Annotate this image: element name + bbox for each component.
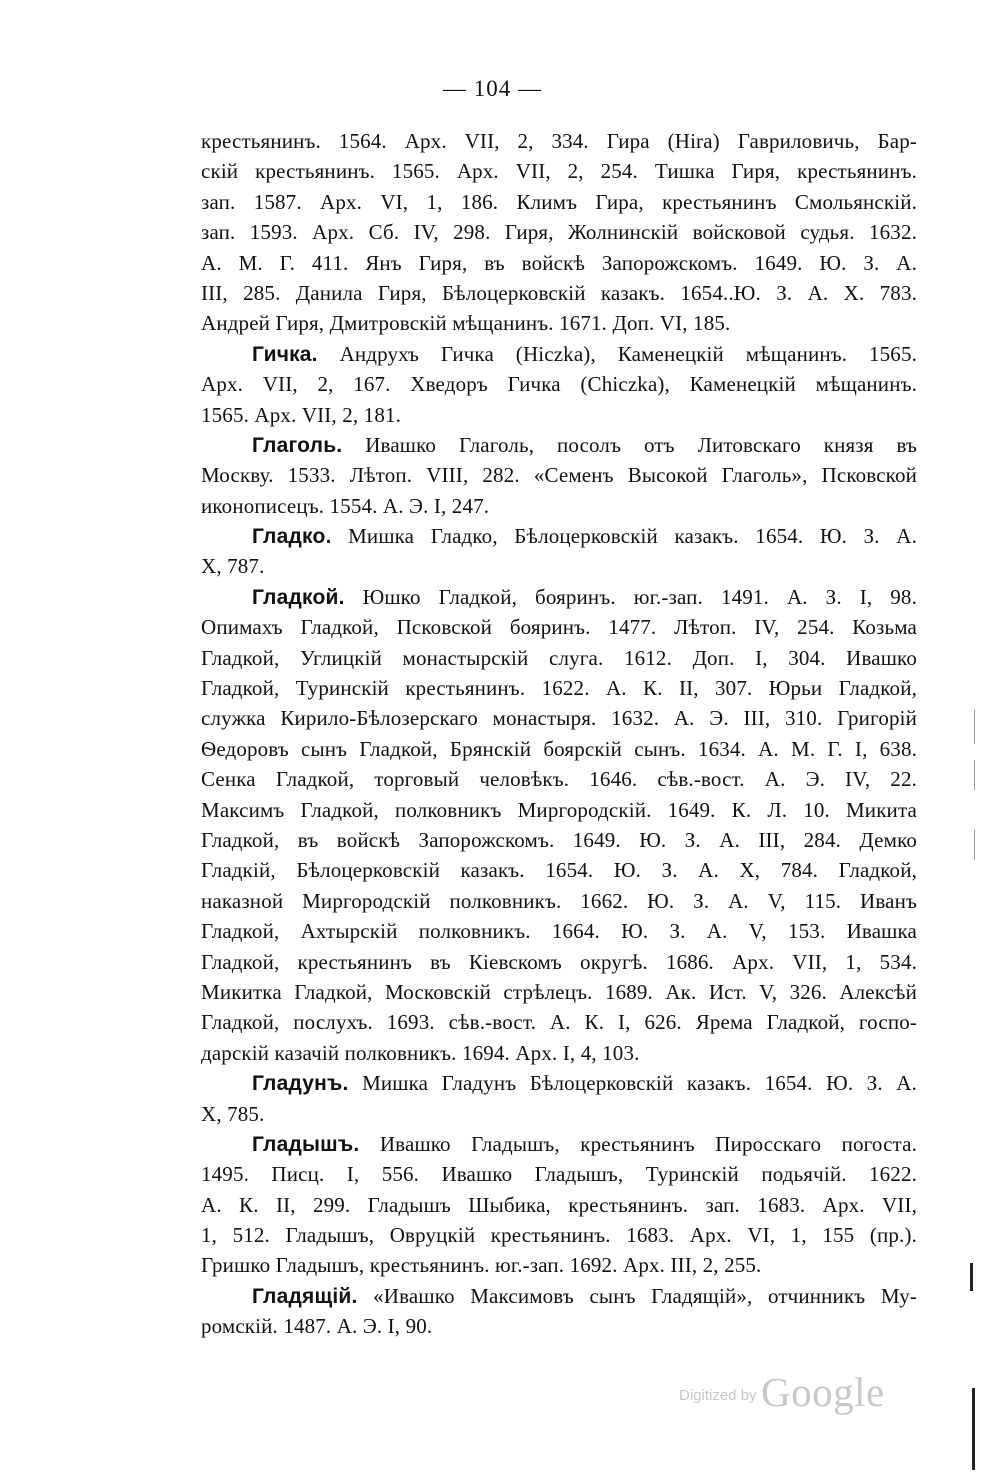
entry-line bbox=[201, 1007, 917, 1037]
entry-headword: Гладко. bbox=[252, 525, 332, 549]
entry-line bbox=[201, 1038, 917, 1068]
entry-text: Гладкой, Туринскій крестьянинъ. 1622. А. К. II, 307. Юрьи Гладкой, bbox=[201, 676, 917, 701]
entry-text: 1495. Писц. I, 556. Ивашко Гладышъ, Туринскій подьячій. 1622. bbox=[201, 1162, 917, 1187]
entry-line bbox=[201, 643, 917, 673]
entry-line bbox=[201, 673, 917, 703]
entry-first-line bbox=[201, 430, 917, 460]
entry-first-line bbox=[201, 1068, 917, 1098]
entry-line bbox=[201, 551, 917, 581]
entry-text: Ивашко Гладышъ, крестьянинъ Пиросскаго погоста. bbox=[359, 1131, 917, 1156]
watermark-brand-logo: Google bbox=[761, 1369, 885, 1415]
entry-text: Андрухъ Гичка (Hiczka), Каменецкій мѣщанинъ. 1565. bbox=[317, 341, 917, 366]
entry-text: Андрей Гиря, Дмитровскій мѣщанинъ. 1671. Доп. VI, 185. bbox=[201, 311, 731, 336]
entry-text: Гладкой, Углицкій монастырскій слуга. 1612. Доп. I, 304. Ивашко bbox=[201, 645, 917, 670]
entry-text: крестьянинъ. 1564. Арх. VII, 2, 334. Гира (Hira) Гавриловичь, Бар- bbox=[201, 129, 917, 153]
scan-edge-mark bbox=[970, 1263, 973, 1291]
entry-line bbox=[201, 156, 917, 186]
entry-line bbox=[201, 947, 917, 977]
entry-text: А. К. II, 299. Гладышъ Шыбика, крестьянинъ. зап. 1683. Арх. VII, bbox=[201, 1192, 917, 1217]
entry-line bbox=[201, 916, 917, 946]
dictionary-entries bbox=[201, 126, 917, 1342]
entry-line bbox=[201, 400, 917, 430]
scan-edge-mark bbox=[974, 830, 975, 860]
entry-text: Гладкій, Бѣлоцерковскій казакъ. 1654. Ю. З. А. X, 784. Гладкой, bbox=[201, 858, 917, 883]
entry-text: А. М. Г. 411. Янъ Гиря, въ войскѣ Запорожскомъ. 1649. Ю. З. А. bbox=[201, 250, 917, 275]
entry-headword: Глаголь. bbox=[252, 433, 343, 457]
entry-headword: Гичка. bbox=[252, 342, 318, 366]
entry-text: Мишка Гладунъ Бѣлоцерковскій казакъ. 1654. Ю. З. А. bbox=[348, 1071, 917, 1096]
entry-line bbox=[201, 612, 917, 642]
entry-first-line bbox=[201, 521, 917, 551]
page-number: — 104 — bbox=[443, 76, 542, 101]
entry-line bbox=[201, 308, 917, 338]
entry-text: 1565. Арх. VII, 2, 181. bbox=[201, 402, 402, 427]
entry-text: скій крестьянинъ. 1565. Арх. VII, 2, 254. Тишка Гиря, крестьянинъ. bbox=[201, 159, 917, 184]
entry-line bbox=[201, 278, 917, 308]
entry-line bbox=[201, 795, 917, 825]
entry-line bbox=[201, 126, 917, 156]
entry-text: Ѳедоровъ сынъ Гладкой, Брянскій боярскій сынъ. 1634. А. М. Г. I, 638. bbox=[201, 736, 917, 761]
entry-text: Москву. 1533. Лѣтоп. VIII, 282. «Семенъ Высокой Глаголь», Псковской bbox=[201, 463, 917, 488]
entry-line bbox=[201, 1159, 917, 1189]
entry-line bbox=[201, 369, 917, 399]
entry-text: Гладкой, въ войскѣ Запорожскомъ. 1649. Ю. З. А. III, 284. Демко bbox=[201, 827, 917, 852]
entry-text: наказной Миргородскій полковникъ. 1662. Ю. З. А. V, 115. Иванъ bbox=[201, 888, 917, 913]
entry-text: Гришко Гладышъ, крестьянинъ. юг.-зап. 1692. Арх. III, 2, 255. bbox=[201, 1253, 762, 1278]
entry-line bbox=[201, 855, 917, 885]
entry-text: 1, 512. Гладышъ, Овруцкій крестьянинъ. 1683. Арх. VI, 1, 155 (пр.). bbox=[201, 1223, 917, 1248]
entry-line bbox=[201, 460, 917, 490]
scan-edge-mark bbox=[972, 1388, 975, 1470]
entry-first-line bbox=[201, 582, 917, 612]
entry-text: Гладкой, крестьянинъ въ Кіевскомъ округѣ. 1686. Арх. VII, 1, 534. bbox=[201, 949, 917, 974]
entry-headword: Гладящій. bbox=[252, 1284, 358, 1308]
entry-first-line bbox=[201, 339, 917, 369]
entry-text: X, 787. bbox=[201, 554, 265, 579]
entry-text: зап. 1593. Арх. Сб. IV, 298. Гиря, Жолнинскій войсковой судья. 1632. bbox=[201, 220, 917, 245]
entry-text: Арх. VII, 2, 167. Хведоръ Гичка (Chiczka), Каменецкій мѣщанинъ. bbox=[201, 372, 917, 397]
entry-text: Ивашко Глаголь, посолъ отъ Литовскаго князя въ bbox=[342, 432, 917, 457]
entry-line bbox=[201, 187, 917, 217]
entry-line bbox=[201, 1099, 917, 1129]
entry-first-line bbox=[201, 1281, 917, 1311]
entry-text: Сенка Гладкой, торговый человѣкъ. 1646. сѣв.-вост. А. Э. IV, 22. bbox=[201, 767, 917, 792]
entry-text: III, 285. Данила Гиря, Бѣлоцерковскій казакъ. 1654..Ю. З. А. X. 783. bbox=[201, 280, 917, 305]
entry-text: Микитка Гладкой, Московскій стрѣлецъ. 1689. Ак. Ист. V, 326. Алексѣй bbox=[201, 979, 917, 1004]
entry-headword: Гладкой. bbox=[252, 585, 345, 609]
entry-line bbox=[201, 1190, 917, 1220]
digitized-watermark bbox=[679, 1368, 885, 1416]
entry-headword: Гладунъ. bbox=[252, 1072, 349, 1096]
entry-line bbox=[201, 1220, 917, 1250]
entry-line bbox=[201, 248, 917, 278]
entry-line bbox=[201, 1311, 917, 1341]
entry-text: зап. 1587. Арх. VI, 1, 186. Климъ Гира, крестьянинъ Смольянскій. bbox=[201, 189, 917, 214]
watermark-prefix: Digitized by bbox=[679, 1387, 757, 1404]
entry-text: Гладкой, Ахтырскій полковникъ. 1664. Ю. З. А. V, 153. Ивашка bbox=[201, 919, 917, 944]
entry-text: иконописецъ. 1554. А. Э. I, 247. bbox=[201, 493, 490, 518]
entry-text: Мишка Гладко, Бѣлоцерковскій казакъ. 1654. Ю. З. А. bbox=[331, 524, 917, 549]
entry-text: Гладкой, послухъ. 1693. сѣв.-вост. А. К. I, 626. Ярема Гладкой, госпо- bbox=[201, 1010, 917, 1035]
entry-line bbox=[201, 491, 917, 521]
entry-line bbox=[201, 764, 917, 794]
entry-line bbox=[201, 1250, 917, 1280]
entry-line bbox=[201, 977, 917, 1007]
entry-line bbox=[201, 825, 917, 855]
entry-text: дарскій казачій полковникъ. 1694. Арх. I, 4, 103. bbox=[201, 1040, 640, 1065]
scan-edge-mark bbox=[974, 760, 975, 790]
entry-text: X, 785. bbox=[201, 1101, 265, 1126]
entry-text: Максимъ Гладкой, полковникъ Миргородскій. 1649. К. Л. 10. Микита bbox=[201, 797, 917, 822]
entry-text: ромскій. 1487. А. Э. I, 90. bbox=[201, 1314, 433, 1339]
entry-line bbox=[201, 703, 917, 733]
entry-line bbox=[201, 217, 917, 247]
entry-first-line bbox=[201, 1129, 917, 1159]
entry-text: служка Кирило-Бѣлозерскаго монастыря. 1632. А. Э. III, 310. Григорій bbox=[201, 706, 917, 731]
entry-line bbox=[201, 734, 917, 764]
entry-text: «Ивашко Максимовъ сынъ Гладящій», отчинникъ Му- bbox=[357, 1283, 917, 1308]
entry-text: Юшко Гладкой, бояринъ. юг.-зап. 1491. А. З. I, 98. bbox=[344, 584, 917, 609]
scan-edge-mark bbox=[974, 710, 975, 744]
entry-headword: Гладышъ. bbox=[252, 1132, 360, 1156]
entry-text: Опимахъ Гладкой, Псковской бояринъ. 1477. Лѣтоп. IV, 254. Козьма bbox=[201, 615, 917, 640]
entry-line bbox=[201, 886, 917, 916]
